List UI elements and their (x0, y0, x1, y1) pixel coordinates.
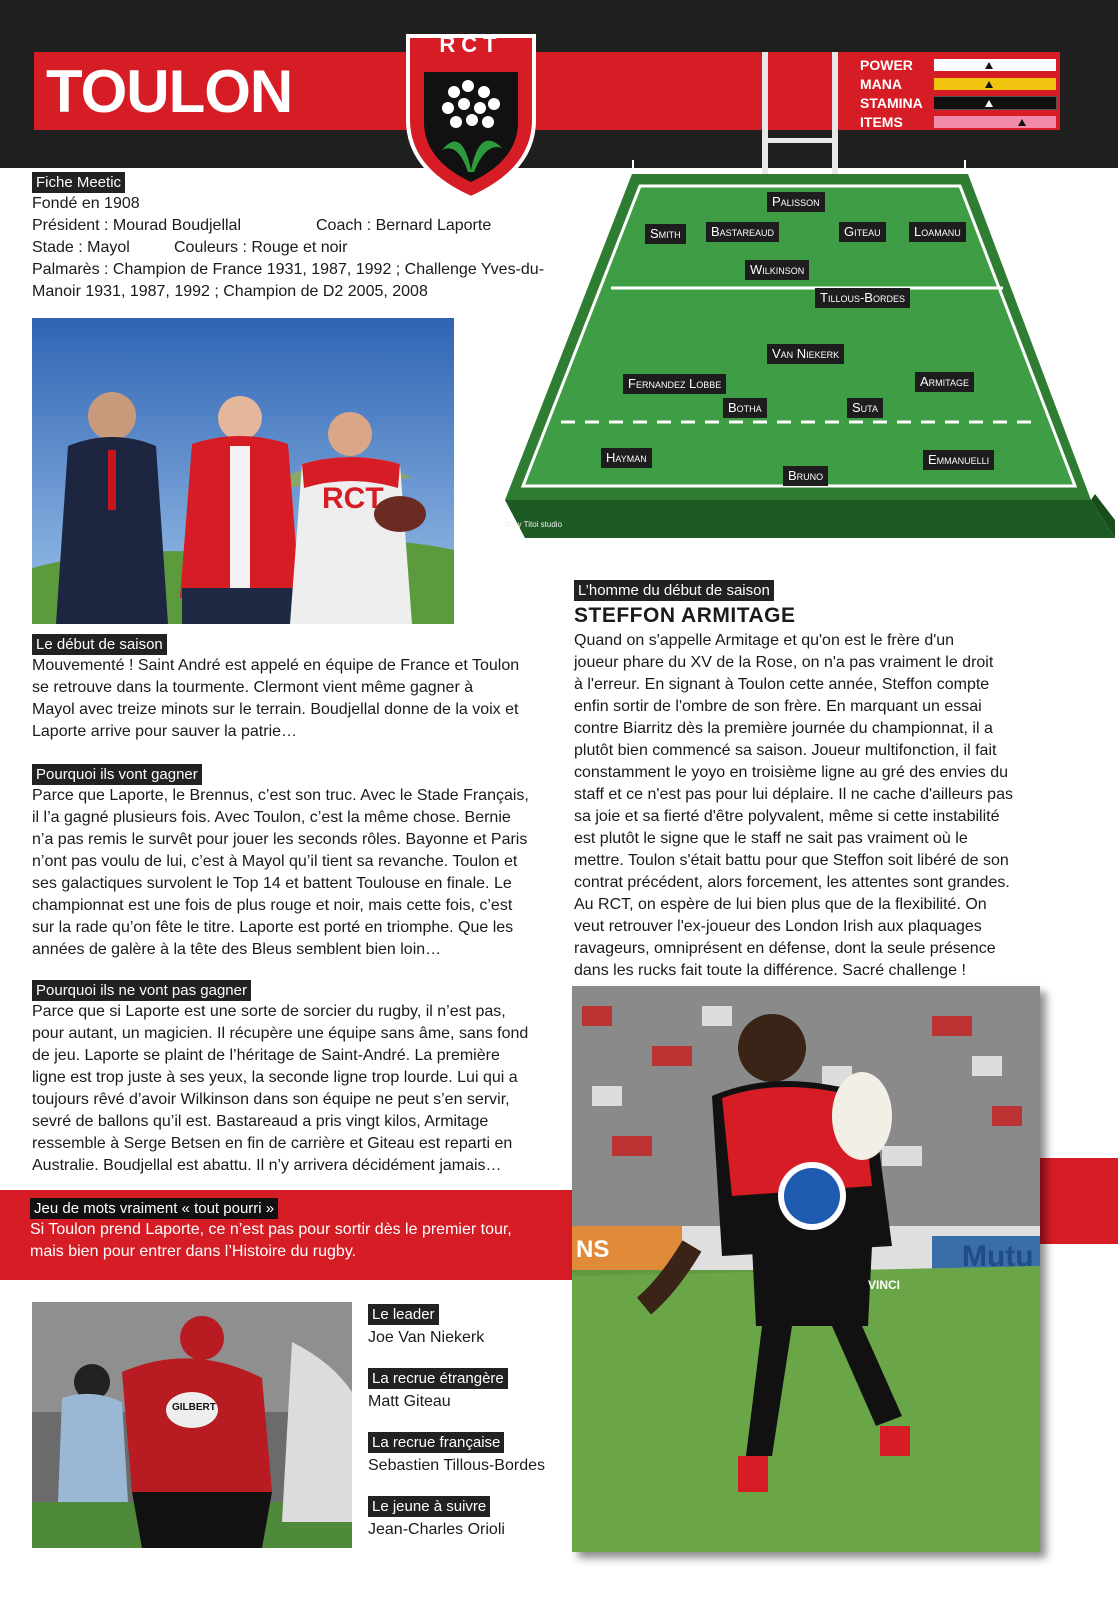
fiche-president: Président : Mourad Boudjellal (32, 217, 242, 234)
pas-gagner-line: Parce que si Laporte est une sorte de sorcier du rugby, il n’est pas, (32, 1003, 506, 1020)
pas-gagner-line: pour autant, un magicien. Il récupère une équipe sans âme, sans fond (32, 1025, 529, 1042)
player-emmanuelli: Emmanuelli (923, 450, 994, 470)
stat-marker (1018, 119, 1026, 126)
player-van-niekerk: Van Niekerk (767, 344, 844, 364)
gagner-line: Parce que Laporte, le Brennus, c’est son truc. Avec le Stade Français, (32, 787, 529, 804)
stat-row-stamina (852, 94, 1060, 113)
homme-line: Au RCT, on espère de lui bien plus que de la flexibilité. On (574, 896, 987, 913)
player-palisson: Palisson (767, 192, 825, 212)
fiche-section (32, 172, 552, 303)
jeu-de-mots-title: Jeu de mots vraiment « tout pourri » (30, 1198, 278, 1219)
player-bruno: Bruno (783, 466, 828, 486)
tile-value: Sebastien Tillous-Bordes (368, 1457, 545, 1474)
homme-line: staff et ce n'est pas pour lui déplaire. Il ne cache d'ailleurs pas (574, 786, 1013, 803)
player-suta: Suta (847, 398, 883, 418)
player-wilkinson: Wilkinson (745, 260, 809, 280)
gagner-line: ses galactiques survolent le Top 14 et battent Toulouse en finale. Le (32, 875, 512, 892)
gagner-line: n’ont pas voulu de lui, c’est à Mayol qu’il tient sa revanche. Toulon et (32, 853, 518, 870)
section-jeu-de-mots (30, 1198, 570, 1263)
jersey-text: RCT (322, 482, 384, 515)
player-hayman: Hayman (601, 448, 652, 468)
fiche-row-stade (32, 237, 552, 259)
homme-title: L’homme du début de saison (574, 580, 774, 601)
tile-leader (368, 1304, 588, 1368)
stat-marker (985, 81, 993, 88)
fiche-title: Fiche Meetic (32, 172, 125, 193)
player-bastareaud: Bastareaud (706, 222, 779, 242)
staff-photo-image (32, 318, 454, 624)
player-loamanu: Loamanu (909, 222, 966, 242)
banner-left-text: NS (576, 1236, 610, 1263)
homme-line: mettre. Toulon s'était battu pour que Steffon soit libéré de son (574, 852, 1009, 869)
homme-name: STEFFON ARMITAGE (574, 604, 796, 627)
tile-value: Jean-Charles Orioli (368, 1521, 505, 1538)
player-giteau: Giteau (839, 222, 886, 242)
jeu-de-mots-line: Si Toulon prend Laporte, ce n’est pas pour sortir dès le premier tour, (30, 1221, 512, 1238)
pas-gagner-line: Australie. Boudjellal est abattu. Il n’y arrivera décidément jamais… (32, 1157, 502, 1174)
stat-bar (934, 116, 1056, 128)
homme-line: contrat précédent, alors forcement, les attentes sont grandes. (574, 874, 1010, 891)
stat-label: STAMINA (860, 95, 923, 111)
fiche-row-president (32, 215, 552, 237)
tile-recrue-etrangere (368, 1368, 588, 1432)
photo-van-niekerk (32, 1302, 352, 1548)
fiche-couleurs: Couleurs : Rouge et noir (174, 239, 348, 256)
gagner-line: il l’a gagné plusieurs fois. Avec Toulon, c’est la même chose. Bernie (32, 809, 511, 826)
debut-line: Laporte arrive pour sauver la patrie… (32, 723, 298, 740)
debut-title: Le début de saison (32, 634, 167, 655)
pas-gagner-line: toujours rêvé d’avoir Wilkinson dans son équipe ne peut s’en servir, (32, 1091, 510, 1108)
stat-label: ITEMS (860, 114, 903, 130)
homme-line: est plutôt le signe que le staff ne sait pas vraiment où le (574, 830, 968, 847)
debut-line: se retrouve dans la tourmente. Clermont vient même gagner à (32, 679, 474, 696)
stat-bar (934, 59, 1056, 71)
player-botha: Botha (723, 398, 767, 418)
player-fernandez-lobbe: Fernandez Lobbe (623, 374, 726, 394)
stat-row-mana (852, 75, 1060, 94)
section-pas-gagner (32, 980, 562, 1177)
sponsor-text: VINCI (868, 1278, 901, 1292)
stat-label: MANA (860, 76, 902, 92)
red-band-right (1040, 1158, 1118, 1244)
homme-line: plutôt bien commencé sa saison. Joueur multifonction, il fait (574, 742, 997, 759)
team-name: TOULON (46, 58, 293, 125)
photo-armitage (572, 986, 1040, 1552)
field-credit: © by Titoi studio (505, 520, 563, 529)
homme-line: constamment le yoyo en troisième ligne au gré des envies du (574, 764, 1009, 781)
pas-gagner-title: Pourquoi ils ne vont pas gagner (32, 980, 251, 1001)
fiche-stade: Stade : Mayol (32, 239, 130, 256)
fiche-palmares-2: Manoir 1931, 1987, 1992 ; Champion de D2 2005, 2008 (32, 283, 428, 300)
tile-recrue-francaise (368, 1432, 588, 1496)
tile-title: La recrue étrangère (368, 1368, 508, 1389)
stat-bar (934, 78, 1056, 90)
stat-bar (934, 97, 1056, 109)
tile-title: Le leader (368, 1304, 439, 1325)
gagner-title: Pourquoi ils vont gagner (32, 764, 202, 785)
team-field (505, 160, 1115, 560)
banner-right-text: Mutu (962, 1240, 1034, 1273)
van-niekerk-photo-image (32, 1302, 352, 1548)
player-tillous-bordes: Tillous-Bordes (815, 288, 910, 308)
homme-line: sa joie et sa fierté d'être polyvalent, même si cette instabilité (574, 808, 1000, 825)
stat-marker (985, 62, 993, 69)
homme-line: dans les rucks fait toute la différence. Sacré challenge ! (574, 962, 966, 979)
fiche-palmares-1: Palmarès : Champion de France 1931, 1987, 1992 ; Challenge Yves-du- (32, 261, 545, 278)
debut-line: Mayol avec treize minots sur le terrain. Boudjellal donne de la voix et (32, 701, 519, 718)
ball-brand: GILBERT (172, 1402, 216, 1413)
homme-line: joueur phare du XV de la Rose, on n'a pas vraiment le droit (574, 654, 994, 671)
homme-line: Quand on s'appelle Armitage et qu'on est le frère d'un (574, 632, 955, 649)
fiche-coach: Coach : Bernard Laporte (316, 217, 492, 234)
stat-label: POWER (860, 57, 913, 73)
gagner-line: championnat est une fois de plus rouge et noir, mais cette fois, c’est (32, 897, 513, 914)
gagner-line: années de galère à la tête des Bleus semblent bien loin… (32, 941, 442, 958)
pas-gagner-line: de jeu. Laporte se plaint de l’héritage de Saint-André. La première (32, 1047, 500, 1064)
stat-row-power (852, 56, 1060, 75)
stat-row-items (852, 113, 1060, 132)
homme-line: contre Biarritz dès la première journée du championnat, il a (574, 720, 993, 737)
crest-letters: RCT (439, 32, 503, 57)
homme-line: ravageurs, omniprésent en défense, dont la seule présence (574, 940, 996, 957)
pas-gagner-line: sevré de ballons qu’il est. Bastareaud a pris vingt kilos, Armitage (32, 1113, 489, 1130)
tile-title: La recrue française (368, 1432, 504, 1453)
pas-gagner-line: ligne est trop juste à ses yeux, la seconde ligne trop lourde. Lui qui a (32, 1069, 518, 1086)
player-smith: Smith (645, 224, 686, 244)
pas-gagner-line: ressemble à Serge Betsen en fin de carrière et Giteau est reparti en (32, 1135, 513, 1152)
tile-title: Le jeune à suivre (368, 1496, 490, 1517)
homme-line: à l'erreur. En signant à Toulon cette année, Steffon compte (574, 676, 990, 693)
stat-marker (985, 100, 993, 107)
stats-panel (852, 56, 1060, 132)
tiles-list (368, 1304, 588, 1560)
debut-line: Mouvementé ! Saint André est appelé en équipe de France et Toulon (32, 657, 520, 674)
homme-line: veut retrouver l'ex-joueur des London Irish aux plaquages (574, 918, 982, 935)
player-armitage: Armitage (915, 372, 974, 392)
gagner-line: sur la rade qu’on fête le titre. Laporte est porté en triomphe. Que les (32, 919, 514, 936)
tile-value: Joe Van Niekerk (368, 1329, 485, 1346)
homme-line: enfin sortir de l'ombre de son frère. En marquant un essai (574, 698, 982, 715)
section-debut (32, 634, 562, 743)
section-homme (574, 580, 1054, 982)
tile-jeune (368, 1496, 588, 1560)
fiche-founded: Fondé en 1908 (32, 195, 140, 212)
gagner-line: n’a pas remis le survêt pour jouer les seconds rôles. Bayonne et Paris (32, 831, 528, 848)
tile-value: Matt Giteau (368, 1393, 451, 1410)
section-gagner (32, 764, 562, 961)
jeu-de-mots-line: mais bien pour entrer dans l’Histoire du rugby. (30, 1243, 357, 1260)
photo-staff (32, 318, 454, 624)
